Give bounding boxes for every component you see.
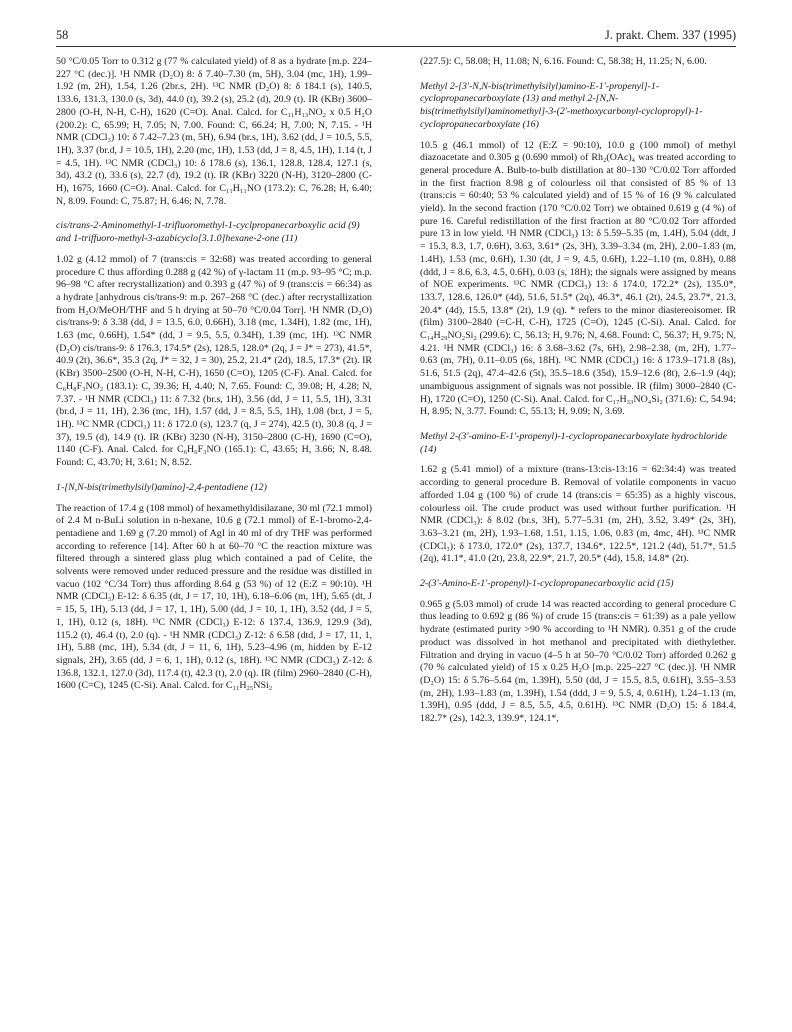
body-paragraph: 1.02 g (4.12 mmol) of 7 (trans:cis = 32:68) was treated according to general procedure C thus affording 0.288 g (42 %) of γ-lactam 11 (m.p. 93–95 °C; m.p. 96–98 °C after recrystallization) and 0.393 g (47 %) of 9 (trans:cis = 66:34) as a hydrate [anhydrous cis/trans-9: m.p. 267–268 °C (dec.) after recrystallization from H₂O/MeOH/THF and 5 h drying at 50–70 °C/0.04 Torr]. ¹H NMR (D₂O) cis/trans-9: δ 3.38 (dd, J = 13.5, 6.0, 0.66H), 3.18 (mc, 1.34H), 1.82 (mc, 1H), 1.63 (mc, 0.66H), 1.54* (dd, J = 9.5, 5.5, 0.34H), 1.39 (mc, 1H). ¹³C NMR (D₂O) cis/trans-9: δ 176.3, 174.5* (2s), 128.5, 128.0* (2q, J = J* = 273), 41.5*, 40.9 (2t), 36.6*, 35.3 (2q, J* = 32, J = 30), 25.2, 21.4* (2d), 18.5, 17.3* (2t). IR (KBr) 3500–2500 (O-H, N-H, C-H), 1650 (C=O), 1205 (C-F). Anal. Calcd. for C₆H₈F₃NO₂ (183.1): C, 39.36; H, 4.40; N, 7.65. Found: C, 39.08; H, 4.28; N, 7.37. - ¹H NMR (CDCl₃) 11: δ 7.32 (br.s, 1H), 3.56 (dd, J = 11, 5.5, 1H), 3.31 (br.d, J = 11, 1H), 2.36 (mc, 1H), 1.57 (dd, J = 8.5, 5.5, 1H), 1.08 (br.t, J = 5, 1H). ¹³C NMR (CDCl₃) 11: δ 172.0 (s), 123.7 (q, J = 274), 42.5 (t), 30.8 (q, J = 37), 19.5 (d), 14.9 (t). IR (KBr) 3230 (N-H), 3150–2800 (C-H), 1690 (C=O), 1140 (C-F). Anal. Calcd. for C₆H₆F₃NO (165.1): C, 43.65; H, 3.66; N, 8.48. Found: C, 43.70; H, 3.61; N, 8.52. — [56, 253, 372, 469]
header-rule — [56, 46, 736, 47]
journal-reference: J. prakt. Chem. 337 (1995) — [605, 28, 736, 42]
body-paragraph: (227.5): C, 58.08; H, 11.08; N, 6.16. Found: C, 58.38; H, 11.25; N, 6.00. — [420, 56, 707, 67]
body-paragraph: 50 °C/0.05 Torr to 0.312 g (77 % calculated yield) of 8 as a hydrate [m.p. 224–227 °C (dec.)]. ¹H NMR (D₂O) 8: δ 7.40–7.30 (m, 5H), 3.04 (mc, 1H), 1.99–1.92 (m, 2H), 1.54, 1.26 (2br.s, 2H). ¹³C NMR (D₂O) 8: δ 184.1 (s), 140.5, 133.6, 131.3, 130.0 (s, 3d), 44.0 (t), 39.2 (s), 25.2 (d), 20.9 (t). IR (KBr) 3600–2800 (O-H, N-H, C-H), 1620 (C=O). Anal. Calcd. for C₁₁H₁₃NO₂ x 0.5 H₂O (200.2): C, 65.99; H, 7.05; N, 7.00. Found: C, 66.24; H, 7.00; N, 7.15. - ¹H NMR (CDCl₃) 10: δ 7.42–7.23 (m, 5H), 6.94 (br.s, 1H), 3.62 (dd, J = 10.5, 5.5, 1H), 3.37 (br.d, J = 10.5, 1H), 2.20 (mc, 1H), 1.53 (dd, J = 8, 4.5, 1H), 1.14 (t, J = 4.5, 1H). ¹³C NMR (CDCl₃) 10: δ 178.6 (s), 136.1, 128.8, 128.4, 127.1 (s, 3d), 43.2 (t), 33.6 (s), 22.7 (d), 19.2 (t). IR (KBr) 3220 (N-H), 3120–2800 (C-H), 1675, 1660 (C=O). Anal. Calcd. for C₁₁H₁₁NO (173.2): C, 76.28; H, 6.40; N, 8.09. Found: C, 75.87; H, 6.46; N, 7.78. — [56, 56, 372, 207]
section-heading: 2-(3'-Amino-E-1'-propenyl)-1-cyclopropanecarboxylic acid (15) — [420, 578, 674, 590]
body-paragraph: The reaction of 17.4 g (108 mmol) of hexamethyldisilazane, 30 ml (72.1 mmol) of 2.4 M n-BuLi solution in n-hexane, 10.6 g (72.1 mmol) of E-1-bromo-2,4-pentadiene and 1.69 g (7.20 mmol) of AgI in 40 ml of dry THF was performed according to reference [14]. After 60 h at 60–70 °C the reaction mixture was filtered through a sintered glass plug which contained a pad of Celite, the solvents were removed under reduced pressure and the residue was distilled in vacuo (102 °C/34 Torr) thus affording 8.64 g (53 %) of 12 (E:Z = 90:10). ¹H NMR (CDCl₃) E-12: δ 6.35 (dt, J = 17, 10, 1H), 6.18–6.06 (m, 1H), 5.65 (dt, J = 15, 5, 1H), 5.13 (dd, J = 17, 1, 1H), 5.00 (dd, J = 10, 1, 1H), 3.52 (dd, J = 5, 1, 1H), 0.12 (s, 18H). ¹³C NMR (CDCl₃) E-12: δ 137.4, 136.9, 129.9 (3d), 115.2 (t), 46.4 (t), 2.0 (q). - ¹H NMR (CDCl₃) Z-12: δ 6.58 (dtd, J = 17, 11, 1, 1H), 5.88 (mc, 1H), 5.34 (dt, J = 11, 6, 1H), 5.23–4.96 (m, hidden by E-12 signals, 2H), 3.65 (dd, J = 6, 1, 1H), 0.12 (s, 18H). ¹³C NMR (CDCl₃) Z-12: δ 136.8, 132.1, 127.0 (3d), 117.4 (t), 42.3 (t), 2.0 (q). IR (film) 2960–2840 (C-H), 1600 (C=C), 1245 (C-Si). Anal. Calcd. for C₁₁H₂₅NSi₂ — [56, 502, 372, 692]
body-paragraph: 10.5 g (46.1 mmol) of 12 (E:Z = 90:10), 10.0 g (100 mmol) of methyl diazoacetate and 0.305 g (0.690 mmol) of Rh₂(OAc)₄ was treated according to general procedure A. Bulb-to-bulb distillation at 80–130 °C/0.02 Torr afforded in the first fraction 8.98 g of colourless oil that consisted of 85 % of 13 (trans:cis = 60:40; 53 % calculated yield) and of 15 % of 16 (9 % calculated yield). In the second fraction (170 °C/0.02 Torr) we obtained 0.619 g (4 %) of pure 16. Careful redistillation of the first fraction at 80 °C/0.02 Torr afforded pure 13 in low yield. ¹H NMR (CDCl₃) 13: δ 5.59–5.35 (m, 1.4H), 5.04 (ddt, J = 15.3, 8.3, 1.7, 0.6H), 3.63, 3.61* (2s, 3H), 3.39–3.34 (m, 2H), 2.00–1.83 (m, 1.4H), 1.53 (mc, 0.6H), 1.30 (dt, J = 9, 4.5, 0.6H), 1.22–1.10 (m, 0.8H), 0.88 (ddd, J = 8.6, 6.3, 4.5, 0.6H), 0.03 (s, 18H); the signals were assigned by means of NOE experiments. ¹³C NMR (CDCl₃) 13: δ 174.0, 172.2* (2s), 135.0*, 133.7, 128.6, 126.0* (4d), 51.6, 51.5* (2q), 46.3*, 46.1 (2t), 24.5, 23.7*, 21.3, 20.4* (4d), 15.5, 13.8* (2t), 1.9 (q). * refers to the minor diastereoisomer. IR (film) 3100–2840 (=C-H, C-H), 1725 (C=O), 1245 (C-Si). Anal. Calcd. for C₁₄H₂₉NO₂Si₂ (299.6): C, 56.13; H, 9.76; N, 4.68. Found: C, 56.37; H, 9.75; N, 4.21. ¹H NMR (CDCl₃) 16: δ 3.68–3.62 (7s, 6H), 2.98–2.38, (m, 2H), 1.77–0.63 (m, 7H), 0.11–0.05 (6s, 18H). ¹³C NMR (CDCl₃) 16: δ 173.9–171.8 (8s), 51.6, 51.5 (2q), 47.4–42.6 (5t), 35.5–18.6 (35d), 15.9–12.6 (8t), 2.6–1.9 (4q); unambiguous assignment of signals was not possible. IR (film) 3000–2840 (C-H), 1720 (C=O), 1250 (C-Si). Anal. Calcd. for C₁₇H₃₃NO₄Si₂ (371.6): C, 54.94; H, 8.95; N, 3.77. Found: C, 55.13; H, 9.09; N, 3.69. — [420, 139, 736, 418]
page-header — [56, 28, 736, 48]
section-heading: cis/trans-2-Aminomethyl-1-trifluoromethyl-1-cyclpropanecarboxylic acid (9) and 1-triffuoro-methyl-3-azabicyclo[3.1.0]hexane-2-one (11) — [56, 220, 360, 245]
body-paragraph: 1.62 g (5.41 mmol) of a mixture (trans-13:cis-13:16 = 62:34:4) was treated according to general procedure B. Removal of volatile components in vacuo afforded 1.04 g (100 %) of crude 14 (trans:cis = 65:35) as a highly viscous, colourless oil. The crude product was used without further purification. ¹H NMR (CDCl₃): δ 8.02 (br.s, 3H), 5.77–5.31 (m, 2H), 3.52, 3.49* (2s, 3H), 3.63–3.21 (m, 2H), 1.93–1.68, 1.51, 1.15, 1.06, 0.83 (m, 4mc, 4H). ¹³C NMR (CDCl₃): δ 173.0, 172.0* (2s), 137.7, 134.6*, 122.5*, 121.2 (4d), 51.7*, 51.5 (2q), 41.1*, 41.0 (2t), 23.8, 22.9*, 21.7, 20.5* (4d), 15.8, 14.8* (2t). — [420, 464, 736, 565]
page-number: 58 — [56, 28, 69, 42]
right-column — [420, 56, 736, 732]
left-column — [56, 56, 372, 699]
section-heading: Methyl 2-(3'-amino-E-1'-propenyl)-1-cyclopropanecarboxylate hydrochloride (14) — [420, 430, 727, 455]
body-paragraph: 0.965 g (5.03 mmol) of crude 14 was reacted according to general procedure C thus leading to 0.692 g (86 %) of crude 15 (trans:cis = 61:39) as a pale yellow hydrate (estimated purity >90 % according to ¹H NMR). 0.351 g of the crude product was dissolved in hot methanol and precipitated with diethylether. Filtration and drying in vacuo (4–5 h at 50–70 °C/0.02 Torr) afforded 0.262 g (70 % calculated yield) of 15 x 0.25 H₂O [m.p. 225–227 °C (dec.)]. ¹H NMR (D₂O) 15: δ 5.76–5.64 (m, 1.39H), 5.50 (dd, J = 15.5, 8.5, 0.61H), 3.55–3.53 (m, 2H), 1.93–1.83 (m, 1.39H), 1.54 (ddd, J = 9, 5.5, 4, 0.61H), 1.24–1.13 (m, 1.39H), 0.95 (ddd, J = 8.5, 5.5, 4.5, 0.61H). ¹³C NMR (D₂O) 15: δ 184.4, 182.7* (2s), 142.3, 139.9*, 124.1*, — [420, 598, 736, 725]
section-heading: 1-[N,N-bis(trimethylsilyl)amino]-2,4-pentadiene (12) — [56, 481, 267, 493]
section-heading: Methyl 2-[3'-N,N-bis(trimethylsilyl)amino-E-1'-propenyl]-1-cyclopropanecarboxylate (13) and methyl 2-[N,N-bis(trimethylsilyl)aminomethyl]-3-(2'-methoxycarbonyl-cyclopropyl)-1-cyclopropanecarboxylate (16) — [420, 80, 703, 130]
